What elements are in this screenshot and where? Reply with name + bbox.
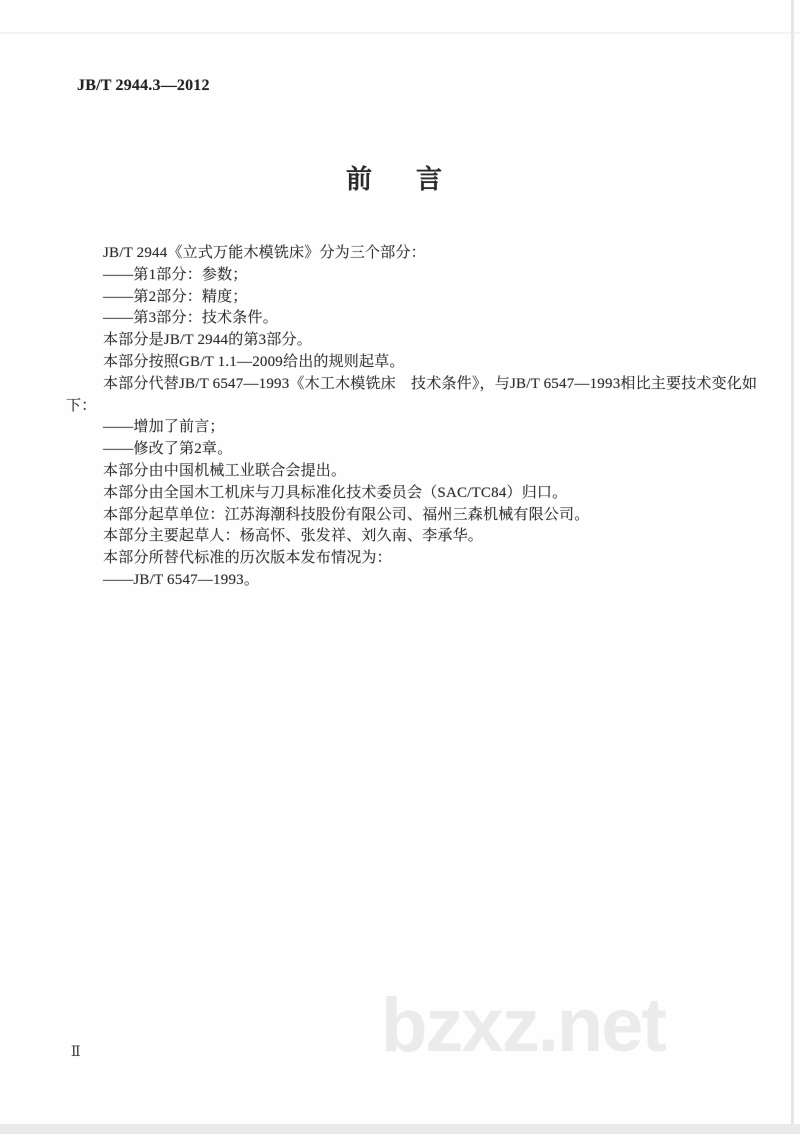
scan-edge-bottom bbox=[0, 1124, 800, 1134]
text-line: ——JB/T 6547—1993。 bbox=[103, 571, 260, 588]
text-line: 下： bbox=[66, 397, 97, 414]
text-line: ——增加了前言； bbox=[103, 419, 225, 436]
watermark: bzxz.net bbox=[381, 983, 665, 1068]
text-line: 本部分由中国机械工业联合会提出。 bbox=[103, 462, 347, 479]
text-line: JB/T 2944《立式万能木模铣床》分为三个部分： bbox=[103, 245, 426, 261]
page-title-char-right: 言 bbox=[416, 165, 443, 194]
text-line: 本部分代替JB/T 6547—1993《木工木模铣床 技术条件》，与JB/T 6547—1993相比主要技术变化如 bbox=[103, 375, 758, 392]
page-title-char-left: 前 bbox=[345, 165, 372, 194]
text-line: 本部分所替代标准的历次版本发布情况为： bbox=[103, 550, 392, 567]
text-line: 本部分由全国木工机床与刀具标准化技术委员会（SAC/TC84）归口。 bbox=[103, 484, 568, 501]
foreword-body bbox=[66, 243, 758, 592]
text-line: ——第1部分：参数； bbox=[103, 266, 248, 283]
text-line: ——第3部分：技术条件。 bbox=[103, 310, 278, 327]
text-line: 本部分起草单位：江苏海潮科技股份有限公司、福州三森机械有限公司。 bbox=[103, 506, 590, 523]
text-line: ——修改了第2章。 bbox=[103, 441, 233, 458]
text-line: 本部分按照GB/T 1.1—2009给出的规则起草。 bbox=[103, 353, 405, 370]
text-line: 本部分主要起草人：杨高怀、张发祥、刘久南、李承华。 bbox=[103, 528, 484, 545]
text-line: 本部分是JB/T 2944的第3部分。 bbox=[103, 332, 312, 349]
scan-edge-top bbox=[0, 32, 800, 34]
page-number: Ⅱ bbox=[71, 1045, 81, 1060]
text-line: ——第2部分：精度； bbox=[103, 288, 248, 305]
page-title bbox=[0, 159, 794, 196]
standard-number: JB/T 2944.3—2012 bbox=[77, 77, 210, 94]
